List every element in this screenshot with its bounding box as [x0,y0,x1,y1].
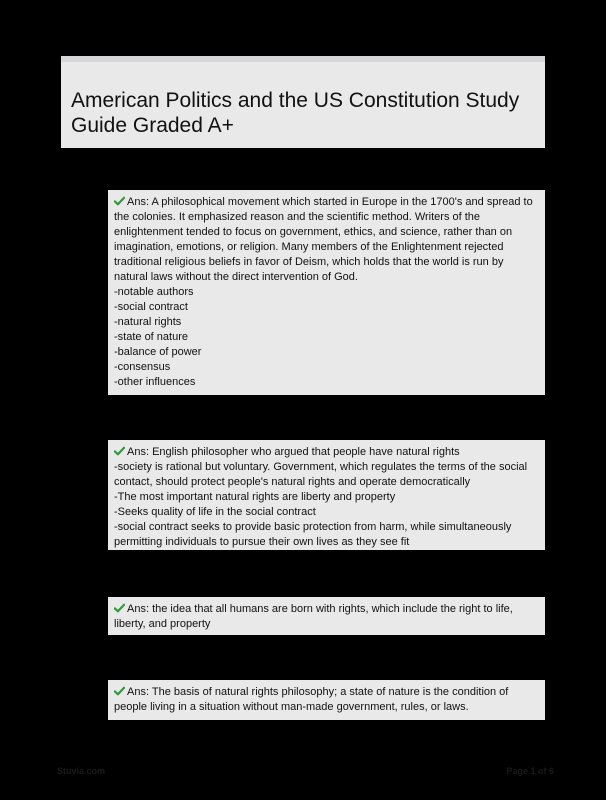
answer-line: -social contract [114,301,188,313]
check-icon [114,196,125,206]
answer-line: -social contract seeks to provide basic protection from harm, while simultaneously permitting individuals to pursue their own lives as they see fit [114,521,512,548]
page-title: American Politics and the US Constitution Study Guide Graded A+ [71,89,520,137]
answer-box-1 [108,190,545,395]
answer-box-2 [108,440,545,550]
answer-line: -other influences [114,376,196,388]
answer-line: -Seeks quality of life in the social contract [114,506,316,518]
footer-page-number: Page 1 of 6 [506,766,554,776]
check-icon [114,446,125,456]
answer-text: Ans: English philosopher who argued that people have natural rights [127,446,460,458]
answer-line: -state of nature [114,331,188,343]
answer-text: Ans: the idea that all humans are born with rights, which include the right to life, liberty, and property [114,603,513,630]
answer-line: -consensus [114,361,171,373]
answer-text: Ans: The basis of natural rights philosophy; a state of nature is the condition of people living in a situation without man-made government, rules, or laws. [114,686,509,713]
answer-line [114,602,539,632]
footer-site-name: Stuvia.com [57,766,106,776]
answer-line: -natural rights [114,316,182,328]
answer-box-3 [108,597,545,635]
answer-box-4 [108,680,545,720]
title-box [61,56,545,148]
check-icon [114,686,125,696]
answer-line [114,445,539,460]
answer-text: Ans: A philosophical movement which started in Europe in the 1700's and spread to the colonies. It emphasized reason and the scientific method. Writers of the enlightenment tended to focus on government, ethics, and science, rather than on imagination, emotions, or religion. Many members of the Enlightenment rejected traditional religious beliefs in favor of Deism, which holds that the world is run by natural laws without the direct intervention of God. [114,196,533,283]
answer-line: -notable authors [114,286,194,298]
answer-line: -The most important natural rights are liberty and property [114,491,396,503]
check-icon [114,603,125,613]
answer-line: -balance of power [114,346,202,358]
answer-line: -society is rational but voluntary. Government, which regulates the terms of the social contact, should protect people's natural rights and operate democratically [114,461,528,488]
answer-line [114,685,539,715]
answer-line [114,195,539,285]
